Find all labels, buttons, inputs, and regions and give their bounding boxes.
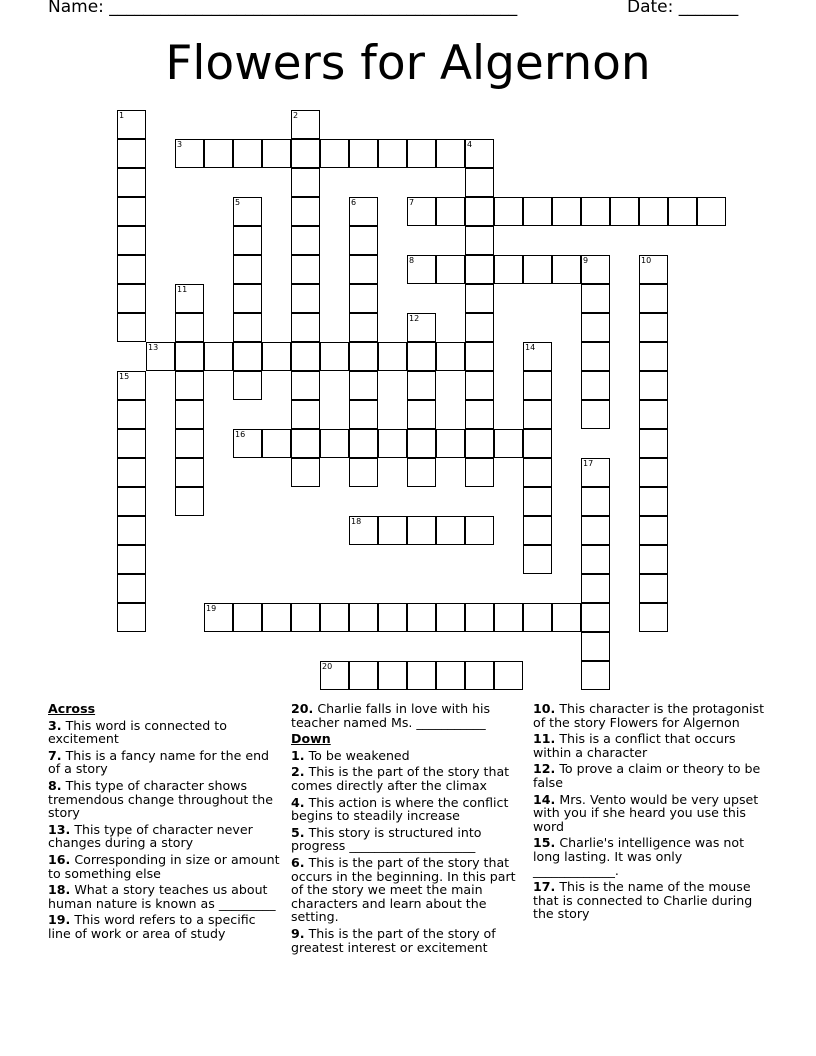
clue-text: This word is connected to excitement [48, 717, 227, 747]
crossword-cell[interactable] [465, 342, 494, 371]
crossword-cell[interactable] [465, 255, 494, 284]
clue-text: Corresponding in size or amount to something else [48, 851, 280, 881]
crossword-cell[interactable] [378, 661, 407, 690]
clue-number-label: 6 [351, 198, 357, 207]
crossword-cell[interactable] [436, 603, 465, 632]
crossword-cell[interactable] [349, 429, 378, 458]
clue-down-12 [533, 762, 767, 789]
clue-text: This story is structured into progress ____________________ [291, 824, 482, 854]
clue-number: 13. [48, 821, 71, 837]
crossword-cell[interactable] [117, 313, 146, 342]
crossword-cell[interactable] [465, 661, 494, 690]
crossword-cell[interactable] [581, 632, 610, 661]
clue-number: 10. [533, 701, 556, 716]
clue-number: 4. [291, 794, 305, 810]
clue-number-label: 13 [148, 343, 159, 352]
crossword-cell[interactable] [117, 139, 146, 168]
crossword-cell[interactable] [117, 429, 146, 458]
crossword-cell[interactable] [407, 139, 436, 168]
crossword-cell[interactable] [378, 603, 407, 632]
crossword-cell[interactable] [639, 284, 668, 313]
clue-number-label: 19 [206, 604, 217, 613]
clue-number-label: 20 [322, 662, 333, 671]
crossword-cell[interactable] [639, 342, 668, 371]
clue-across-3 [48, 719, 282, 746]
clue-text: This is the part of the story of greatest interest or excitement [291, 925, 496, 955]
clue-down-17 [533, 880, 767, 921]
crossword-cell[interactable] [639, 516, 668, 545]
crossword-cell[interactable] [407, 255, 436, 284]
crossword-cell[interactable] [436, 342, 465, 371]
clue-text: This character is the protagonist of the story Flowers for Algernon [533, 701, 765, 730]
clue-text: This is a fancy name for the end of a story [48, 747, 270, 777]
crossword-cell[interactable] [291, 168, 320, 197]
crossword-cell[interactable] [639, 255, 668, 284]
crossword-cell[interactable] [407, 661, 436, 690]
crossword-cell[interactable] [320, 139, 349, 168]
clue-number-label: 18 [351, 517, 362, 526]
clue-number: 12. [533, 761, 556, 777]
crossword-cell[interactable] [117, 226, 146, 255]
crossword-cell[interactable] [262, 342, 291, 371]
crossword-cell[interactable] [494, 429, 523, 458]
crossword-cell[interactable] [175, 458, 204, 487]
clue-text: This is the part of the story that comes directly after the climax [291, 764, 510, 793]
crossword-cell[interactable] [523, 400, 552, 429]
clue-number-label: 7 [409, 198, 415, 207]
crossword-cell[interactable] [175, 139, 204, 168]
clue-number: 6. [291, 854, 305, 870]
crossword-cell[interactable] [349, 255, 378, 284]
crossword-cell[interactable] [581, 458, 610, 487]
across-heading: Across [48, 701, 96, 716]
clue-number-label: 1 [119, 111, 125, 120]
crossword-cell[interactable] [262, 139, 291, 168]
crossword-cell[interactable] [465, 516, 494, 545]
crossword-cell[interactable] [117, 284, 146, 313]
crossword-cell[interactable] [175, 342, 204, 371]
crossword-cell[interactable] [494, 197, 523, 226]
crossword-cell[interactable] [117, 603, 146, 632]
crossword-cell[interactable] [175, 400, 204, 429]
clue-across-8 [48, 779, 282, 820]
crossword-cell[interactable] [291, 429, 320, 458]
clue-number-label: 17 [583, 459, 594, 468]
clue-number: 18. [48, 882, 71, 898]
crossword-cell[interactable] [117, 400, 146, 429]
clue-number: 20. [291, 701, 314, 716]
crossword-cell[interactable] [117, 516, 146, 545]
crossword-cell[interactable] [204, 603, 233, 632]
crossword-cell[interactable] [465, 400, 494, 429]
crossword-cell[interactable] [552, 255, 581, 284]
crossword-cell[interactable] [610, 197, 639, 226]
clue-text: This is a conflict that occurs within a character [533, 731, 736, 760]
crossword-cell[interactable] [291, 255, 320, 284]
clue-number-label: 15 [119, 372, 130, 381]
clue-number-label: 2 [293, 111, 299, 120]
crossword-cell[interactable] [436, 255, 465, 284]
crossword-cell[interactable] [465, 313, 494, 342]
crossword-cell[interactable] [262, 603, 291, 632]
clue-down-11 [533, 732, 767, 759]
clue-number-label: 10 [641, 256, 652, 265]
crossword-cell[interactable] [465, 458, 494, 487]
crossword-cell[interactable] [349, 400, 378, 429]
crossword-cell[interactable] [494, 603, 523, 632]
clue-across-19 [48, 913, 282, 940]
clue-number-label: 12 [409, 314, 420, 323]
clue-number-label: 4 [467, 140, 473, 149]
crossword-cell[interactable] [378, 139, 407, 168]
crossword-cell[interactable] [581, 371, 610, 400]
crossword-cell[interactable] [639, 400, 668, 429]
clue-down-5 [291, 826, 525, 853]
crossword-cell[interactable] [233, 603, 262, 632]
crossword-cell[interactable] [175, 429, 204, 458]
crossword-cell[interactable] [320, 603, 349, 632]
crossword-cell[interactable] [407, 371, 436, 400]
crossword-cell[interactable] [291, 342, 320, 371]
crossword-cell[interactable] [523, 516, 552, 545]
clue-number: 3. [48, 717, 62, 733]
clue-down-10 [533, 702, 767, 729]
crossword-cell[interactable] [465, 603, 494, 632]
crossword-cell[interactable] [697, 197, 726, 226]
clue-number-label: 3 [177, 140, 183, 149]
crossword-cell[interactable] [291, 284, 320, 313]
clue-number: 14. [533, 791, 556, 807]
crossword-cell[interactable] [378, 342, 407, 371]
clue-number-label: 11 [177, 285, 188, 294]
crossword-cell[interactable] [465, 284, 494, 313]
crossword-cell[interactable] [436, 197, 465, 226]
crossword-cell[interactable] [639, 429, 668, 458]
clue-number-label: 14 [525, 343, 536, 352]
crossword-cell[interactable] [349, 342, 378, 371]
crossword-cell[interactable] [494, 255, 523, 284]
clue-number-label: 16 [235, 430, 246, 439]
crossword-cell[interactable] [291, 603, 320, 632]
crossword-cell[interactable] [349, 197, 378, 226]
clue-text: To prove a claim or theory to be false [533, 761, 761, 790]
crossword-cell[interactable] [639, 458, 668, 487]
crossword-cell[interactable] [581, 313, 610, 342]
clue-text: This is the name of the mouse that is connected to Charlie during the story [533, 879, 753, 922]
clue-number-label: 9 [583, 256, 589, 265]
crossword-cell[interactable] [523, 603, 552, 632]
crossword-cell[interactable] [320, 342, 349, 371]
crossword-cell[interactable] [291, 458, 320, 487]
crossword-cell[interactable] [581, 284, 610, 313]
clue-text: This type of character shows tremendous change throughout the story [48, 777, 273, 821]
crossword-cell[interactable] [436, 516, 465, 545]
crossword-cell[interactable] [581, 197, 610, 226]
crossword-cell[interactable] [291, 197, 320, 226]
crossword-cell[interactable] [581, 342, 610, 371]
clue-down-14 [533, 793, 767, 834]
crossword-cell[interactable] [175, 487, 204, 516]
crossword-cell[interactable] [233, 226, 262, 255]
crossword-cell[interactable] [436, 661, 465, 690]
crossword-cell[interactable] [117, 458, 146, 487]
clue-number: 5. [291, 824, 305, 840]
crossword-cell[interactable] [175, 371, 204, 400]
clue-across-7 [48, 749, 282, 776]
crossword-cell[interactable] [668, 197, 697, 226]
crossword-cell[interactable] [465, 168, 494, 197]
crossword-cell[interactable] [639, 313, 668, 342]
crossword-cell[interactable] [117, 197, 146, 226]
date-field-label[interactable]: Date: _______ [627, 0, 739, 17]
crossword-cell[interactable] [407, 458, 436, 487]
crossword-cell[interactable] [378, 516, 407, 545]
crossword-cell[interactable] [581, 487, 610, 516]
crossword-cell[interactable] [117, 168, 146, 197]
crossword-cell[interactable] [581, 400, 610, 429]
clue-down-6 [291, 856, 525, 924]
crossword-cell[interactable] [175, 313, 204, 342]
clue-down-1 [291, 749, 525, 763]
crossword-cell[interactable] [407, 516, 436, 545]
clue-text: This word refers to a specific line of work or area of study [48, 912, 256, 941]
crossword-cell[interactable] [581, 545, 610, 574]
crossword-cell[interactable] [349, 371, 378, 400]
clue-text: What a story teaches us about human nature is known as _________ [48, 882, 276, 911]
crossword-cell[interactable] [523, 429, 552, 458]
crossword-cell[interactable] [523, 255, 552, 284]
crossword-cell[interactable] [581, 516, 610, 545]
crossword-cell[interactable] [320, 661, 349, 690]
crossword-cell[interactable] [117, 110, 146, 139]
crossword-cell[interactable] [349, 661, 378, 690]
crossword-cell[interactable] [349, 516, 378, 545]
crossword-cell[interactable] [465, 429, 494, 458]
clue-across-18 [48, 883, 282, 910]
clue-number: 1. [291, 747, 305, 763]
crossword-cell[interactable] [639, 487, 668, 516]
crossword-cell[interactable] [291, 110, 320, 139]
crossword-cell[interactable] [639, 574, 668, 603]
crossword-cell[interactable] [407, 197, 436, 226]
clue-number: 19. [48, 912, 71, 928]
crossword-cell[interactable] [233, 371, 262, 400]
crossword-cell[interactable] [291, 371, 320, 400]
crossword-cell[interactable] [349, 458, 378, 487]
crossword-cell[interactable] [407, 342, 436, 371]
clue-number-label: 8 [409, 256, 415, 265]
name-field-label[interactable]: Name: ________________________________________________ [48, 0, 518, 17]
crossword-cell[interactable] [291, 226, 320, 255]
clue-text: This is the part of the story that occurs in the beginning. In this part of the story we meet the main characters and learn about the setting. [291, 854, 516, 925]
crossword-cell[interactable] [465, 226, 494, 255]
crossword-cell[interactable] [349, 226, 378, 255]
clue-down-9 [291, 927, 525, 954]
crossword-cell[interactable] [465, 371, 494, 400]
clue-number: 9. [291, 925, 305, 941]
clue-number: 17. [533, 879, 556, 895]
crossword-cell[interactable] [233, 255, 262, 284]
crossword-cell[interactable] [494, 661, 523, 690]
down-heading: Down [291, 731, 331, 747]
crossword-cell[interactable] [320, 429, 349, 458]
crossword-cell[interactable] [291, 139, 320, 168]
crossword-cell[interactable] [233, 313, 262, 342]
crossword-cell[interactable] [349, 139, 378, 168]
crossword-cell[interactable] [523, 342, 552, 371]
crossword-cell[interactable] [407, 400, 436, 429]
crossword-cell[interactable] [407, 429, 436, 458]
clues-column-2 [291, 702, 525, 957]
crossword-cell[interactable] [233, 139, 262, 168]
clue-number: 11. [533, 731, 556, 747]
clue-across-20 [291, 702, 525, 729]
clue-down-15 [533, 836, 767, 877]
crossword-cell[interactable] [639, 197, 668, 226]
crossword-cell[interactable] [117, 487, 146, 516]
crossword-cell[interactable] [523, 197, 552, 226]
crossword-cell[interactable] [639, 603, 668, 632]
crossword-cell[interactable] [291, 400, 320, 429]
clue-number: 8. [48, 777, 62, 793]
crossword-cell[interactable] [233, 197, 262, 226]
crossword-cell[interactable] [465, 197, 494, 226]
crossword-cell[interactable] [552, 197, 581, 226]
crossword-cell[interactable] [407, 313, 436, 342]
crossword-cell[interactable] [523, 371, 552, 400]
crossword-cell[interactable] [639, 371, 668, 400]
crossword-cell[interactable] [436, 429, 465, 458]
crossword-cell[interactable] [552, 603, 581, 632]
crossword-cell[interactable] [436, 139, 465, 168]
page-title: Flowers for Algernon [165, 36, 651, 91]
crossword-cell[interactable] [581, 603, 610, 632]
crossword-cell[interactable] [523, 458, 552, 487]
crossword-cell[interactable] [175, 284, 204, 313]
crossword-cell[interactable] [639, 545, 668, 574]
crossword-cell[interactable] [465, 139, 494, 168]
crossword-cell[interactable] [117, 545, 146, 574]
crossword-cell[interactable] [523, 545, 552, 574]
crossword-cell[interactable] [407, 603, 436, 632]
clue-text: Mrs. Vento would be very upset with you if she heard you use this word [533, 791, 759, 834]
clue-number-label: 5 [235, 198, 241, 207]
crossword-cell[interactable] [378, 429, 407, 458]
crossword-cell[interactable] [349, 284, 378, 313]
crossword-cell[interactable] [349, 603, 378, 632]
crossword-cell[interactable] [581, 255, 610, 284]
crossword-cell[interactable] [146, 342, 175, 371]
crossword-cell[interactable] [204, 342, 233, 371]
clue-text: This type of character never changes during a story [48, 821, 253, 851]
crossword-cell[interactable] [204, 139, 233, 168]
clue-text: Charlie's intelligence was not long lasting. It was only _____________. [533, 835, 745, 878]
clue-down-4 [291, 796, 525, 823]
crossword-cell[interactable] [117, 255, 146, 284]
clue-number: 7. [48, 747, 62, 763]
clue-number: 16. [48, 851, 71, 867]
clues-column-1 [48, 702, 282, 944]
clues-column-3 [533, 702, 767, 924]
clue-across-16 [48, 853, 282, 880]
clue-number: 2. [291, 764, 305, 780]
crossword-cell[interactable] [262, 429, 291, 458]
crossword-cell[interactable] [523, 487, 552, 516]
crossword-cell[interactable] [117, 371, 146, 400]
crossword-cell[interactable] [581, 574, 610, 603]
clue-text: Charlie falls in love with his teacher named Ms. ___________ [291, 701, 491, 730]
clue-down-2 [291, 765, 525, 792]
crossword-cell[interactable] [117, 574, 146, 603]
clue-number: 15. [533, 835, 556, 851]
crossword-cell[interactable] [581, 661, 610, 690]
crossword-cell[interactable] [233, 342, 262, 371]
clue-text: This action is where the conflict begins to steadily increase [291, 794, 509, 824]
crossword-cell[interactable] [233, 429, 262, 458]
crossword-cell[interactable] [233, 284, 262, 313]
crossword-cell[interactable] [349, 313, 378, 342]
crossword-cell[interactable] [291, 313, 320, 342]
clue-text: To be weakened [308, 747, 410, 763]
clue-across-13 [48, 823, 282, 850]
